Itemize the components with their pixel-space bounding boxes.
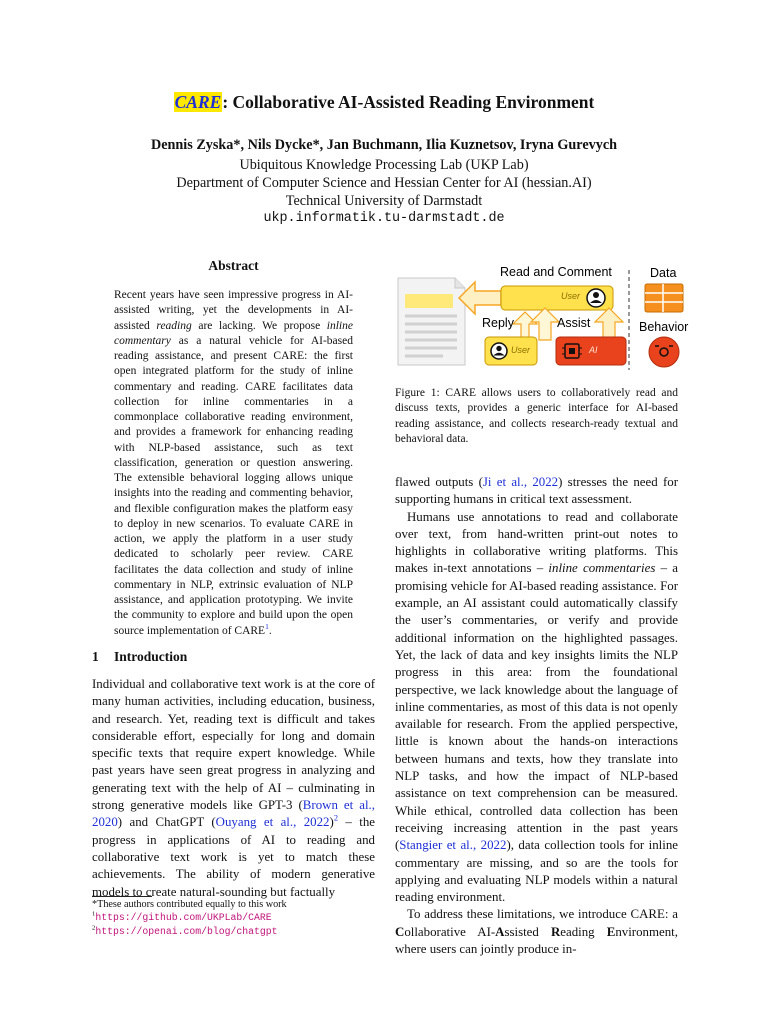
label-behavior: Behavior [639,320,689,334]
user-reply-icon [491,343,507,359]
footnote-ref-2[interactable]: 2 [333,814,338,824]
author-list: Dennis Zyska*, Nils Dycke*, Jan Buchmann, Ilia Kuznetsov, Iryna Gurevych [150,137,618,153]
figure-caption: Figure 1: CARE allows users to collaboratively read and discuss texts, provides a generic interface for AI-based reading assistance, and collects research-ready textual and behavioral data. [395,387,678,445]
paper-title [0,92,768,113]
footnote-ref-1[interactable]: 1 [265,621,269,631]
figure-care-overview [393,260,693,380]
label-data: Data [650,266,677,280]
citation-ouyang[interactable]: Ouyang et al., 2022 [215,815,330,830]
title-rest: : Collaborative AI-Assisted Reading Environment [222,92,595,112]
abstract-heading: Abstract [208,258,259,273]
footnote-rule [92,896,152,897]
github-link[interactable]: https://github.com/UKPLab/CARE [95,912,272,923]
label-user-comment: User [561,291,581,301]
footnote-equal-contribution: *These authors contributed equally to this work [92,899,287,910]
label-user-reply: User [511,345,531,355]
abstract-text: Recent years have seen impressive progress in AI-assisted writing, yet the developments in AI-assisted reading are lacking. We propose inline commentary as a natural vehicle for AI-based reading assistance, and present CARE: the first open integrated platform for the study of inline commentary and reading. CARE facilitates data collection for inline commentaries in a commonplace collaborative reading environment, and provides a framework for enhancing reading with NLP-based assistance, such as text classification, generation or question answering. The extensible behavioral logging allows unique insights into the reading and commenting behavior, and flexible configuration makes the platform easy to deploy in new scenarios. To evaluate CARE in action, we apply the platform in a user study dedicated to scholarly peer review. CARE facilitates the data collection and study of inline commentary in NLP, extrinsic evaluation of NLP assistance, and application prototyping. We invite the community to explore and build upon the open source implementation of CARE$^1$. [114,289,353,637]
label-reply: Reply [482,316,514,330]
document-icon [398,278,465,365]
ai-assist-arrow [595,308,623,340]
title-highlight: CARE [174,92,222,112]
user-icon [587,289,605,307]
affiliation-lab: Ubiquitous Knowledge Processing Lab (UKP Lab) [239,157,529,173]
intro-left-column: Individual and collaborative text work is at the core of many human activities, including education, business, and research. Yet, reading text is difficult and takes considerable effort, especially for long and domain specific texts that require expert knowledge. While past years have seen great progress in analyzing and generating text with the help of AI – culminating in strong generative models like GPT-3 (Brown et al., 2020) and ChatGPT (Ouyang et al., 2022)$^2$ – the progress in applications of AI to reading and collaborative text work is yet to match these achievements. The ability of modern generative models to create natural-sounding but factually [92,677,375,899]
footnote-1: $^1$https://github.com/UKPLab/CARE [92,910,272,923]
citation-ji[interactable]: Ji et al., 2022 [482,475,559,489]
section-heading-introduction: 1 Introduction [92,649,188,664]
label-ai: AI [589,345,598,355]
data-table-icon [645,284,683,312]
reply-arrow [513,312,537,340]
label-assist: Assist [557,316,591,330]
label-read-and-comment: Read and Comment [500,265,612,279]
intro-right-column: flawed outputs (Ji et al., 2022) stresses the need for supporting humans in critical text assessment. Humans use annotations to read and collaborate over text, from hand-written print-out notes to highlights in collaborative writing platforms. This makes in-text annotations – inline commentaries – a promising vehicle for AI-based reading assistance. For example, an AI assistant could automatically classify the user’s commentaries, or verify and provide additional information on the highlighted passages. Yet, the lack of data and key insights limits the NLP progress in this area: from the foundational perspective, we lack knowledge about the language of inline commentaries, as most of this data is not openly available for research. From the applied perspective, little is known about the hands-on interactions between humans and texts, how they translate into NLP tasks, and how the impact of NLP-based assistance on text comprehension can be measured. While ethical, controlled data collection has been receiving increasing attention in the past years (Stangier et al., 2022), data collection tools for inline commentary are missing, and so are the tools for applying and evaluating NLP models within a natural reading environment. To address these limitations, we introduce CARE: a Collaborative AI-Assisted Reading Environment, where users can jointly produce in- [395,475,678,957]
chatgpt-link[interactable]: https://openai.com/blog/chatgpt [95,926,278,937]
citation-stangier[interactable]: Stangier et al., 2022 [399,838,507,853]
footnote-2: $^2$https://openai.com/blog/chatgpt [92,924,278,937]
website-link[interactable]: ukp.informatik.tu-darmstadt.de [263,211,505,226]
affiliation-university: Technical University of Darmstadt [285,193,483,209]
affiliation-department: Department of Computer Science and Hessian Center for AI (hessian.AI) [176,175,592,191]
behavior-gear-icon [649,337,679,367]
citation-brown[interactable]: Brown et al., 2020 [92,798,375,830]
